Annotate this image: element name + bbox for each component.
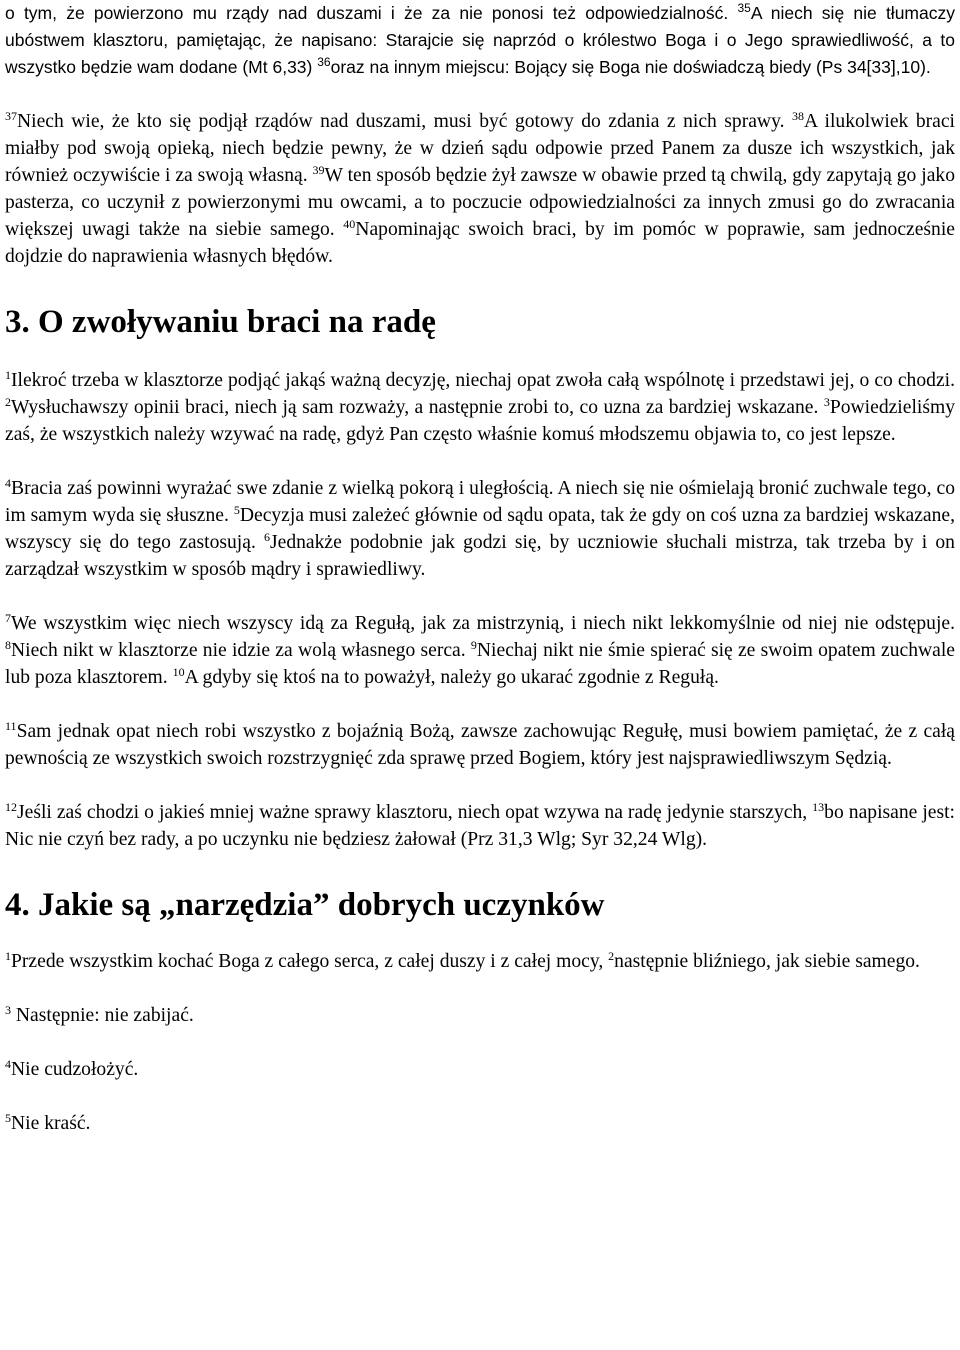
text-run: A ilukolwiek braci miałby pod swoją opieką, niech będzie pewny, że w dzień sądu odpowie przed Panem za dusze ich wszystkich, jak również oczywiście i za swoją własną. xyxy=(5,111,955,186)
verse-number: 11 xyxy=(5,719,17,733)
paragraph xyxy=(5,367,955,448)
text-run: Napominając swoich braci, by im pomóc w poprawie, sam jednocześnie dojdzie do naprawienia własnych błędów. xyxy=(5,219,955,267)
text-run: Nie cudzołożyć. xyxy=(11,1059,139,1080)
text-run: Jednakże podobnie jak godzi się, by uczniowie słuchali mistrza, tak trzeba by i on zarządzał wszystkim w sposób mądry i sprawiedliwy. xyxy=(5,532,955,580)
text-run: Przede wszystkim kochać Boga z całego serca, z całej duszy i z całej mocy, xyxy=(11,951,609,972)
verse-number: 6 xyxy=(264,530,270,544)
verse-number: 5 xyxy=(233,503,240,517)
text-run: A niech się nie tłumaczy ubóstwem klasztoru, pamiętając, że napisano: Starajcie się naprzód o królestwo Boga i o Jego sprawiedliwość, a to wszystko będzie wam dodane (Mt 6,33) xyxy=(5,3,955,77)
text-run: We wszystkim więc niech wszyscy idą za Regułą, jak za mistrzynią, i niech nikt lekkomyślnie od niej nie odstępuje. xyxy=(11,613,955,634)
verse-number: 1 xyxy=(5,368,11,382)
verse-number: 12 xyxy=(5,800,17,814)
verse-number: 2 xyxy=(5,395,11,409)
verse-number: 4 xyxy=(5,1057,11,1071)
text-run: Jeśli zaś chodzi o jakieś mniej ważne sprawy klasztoru, niech opat wzywa na radę jedynie starszych, xyxy=(17,802,813,823)
verse-number: 4 xyxy=(5,476,11,490)
paragraph xyxy=(5,0,955,81)
section-heading: 4. Jakie są „narzędzia” dobrych uczynków xyxy=(5,887,605,923)
text-run: Sam jednak opat niech robi wszystko z bojaźnią Bożą, zawsze zachowując Regułę, musi bowiem pamiętać, że z całą pewnością ze wszystkich swoich rozstrzygnięć zda sprawę przed Bogiem, który jest najsprawiedliwszym Sędzią. xyxy=(5,721,955,769)
verse-number: 8 xyxy=(5,638,11,652)
text-run: bo napisane jest: Nic nie czyń bez rady, a po uczynku nie będziesz żałował (Prz 31,3 Wlg; Syr 32,24 Wlg). xyxy=(5,802,956,850)
verse-number: 5 xyxy=(5,1111,11,1125)
verse-number: 37 xyxy=(5,109,17,123)
paragraph xyxy=(5,1110,955,1137)
verse-number: 13 xyxy=(812,800,825,814)
paragraph xyxy=(5,610,955,691)
verse-number: 40 xyxy=(343,217,356,231)
paragraph xyxy=(5,1056,955,1083)
verse-number: 9 xyxy=(470,638,477,652)
verse-number: 38 xyxy=(791,109,804,123)
text-run: A gdyby się ktoś na to poważył, należy go ukarać zgodnie z Regułą. xyxy=(184,667,719,688)
verse-number: 7 xyxy=(5,611,11,625)
text-run: Wysłuchawszy opinii braci, niech ją sam rozważy, a następnie zrobi to, co uzna za bardziej wskazane. xyxy=(11,397,824,418)
verse-number: 10 xyxy=(172,665,185,679)
verse-number: 36 xyxy=(317,55,331,69)
section-heading: 3. O zwoływaniu braci na radę xyxy=(5,304,436,340)
paragraph xyxy=(5,475,955,583)
verse-number: 2 xyxy=(608,949,615,963)
text-run: Decyzja musi zależeć głównie od sądu opata, tak że gdy on coś uzna za bardziej wskazane, wszyscy się do tego zastosują. xyxy=(5,505,955,553)
paragraph xyxy=(5,799,955,853)
text-run: Nie kraść. xyxy=(11,1113,91,1134)
paragraph xyxy=(5,1002,955,1029)
text-run: Bracia zaś powinni wyrażać swe zdanie z wielką pokorą i uległością. A niech się nie ośmielają bronić zuchwale tego, co im samym wyda się słuszne. xyxy=(5,478,955,526)
verse-number: 39 xyxy=(312,163,325,177)
verse-number: 3 xyxy=(5,1003,11,1017)
text-run: Powiedzieliśmy zaś, że wszystkich należy wzywać na radę, gdyż Pan często właśnie komuś młodszemu objawia to, co jest lepsze. xyxy=(5,397,955,445)
text-run: Niech nikt w klasztorze nie idzie za wolą własnego serca. xyxy=(11,640,471,661)
text-run: Niech wie, że kto się podjął rządów nad duszami, musi być gotowy do zdania z nich sprawy. xyxy=(17,111,792,132)
paragraph xyxy=(5,948,955,975)
document-page xyxy=(5,0,955,1137)
paragraph xyxy=(5,108,955,270)
paragraph xyxy=(5,718,955,772)
text-run: Ilekroć trzeba w klasztorze podjąć jakąś ważną decyzję, niechaj opat zwoła całą wspólnotę i przedstawi jej, o co chodzi. xyxy=(11,370,955,391)
text-run: W ten sposób będzie żył zawsze w obawie przed tą chwilą, gdy zapytają go jako pasterza, co uczynił z powierzonymi mu owcami, a to poczucie odpowiedzialności za innych zmusi go do zwracania większej uwagi także na siebie samego. xyxy=(5,165,955,240)
section-3-body xyxy=(5,367,955,853)
verse-number: 35 xyxy=(737,1,751,15)
text-run: następnie bliźniego, jak siebie samego. xyxy=(614,951,920,972)
text-run: oraz na innym miejscu: Bojący się Boga nie doświadczą biedy (Ps 34[33],10). xyxy=(330,57,931,77)
text-run: o tym, że powierzono mu rządy nad duszami i że za nie ponosi też odpowiedzialność. xyxy=(5,3,738,23)
intro-section xyxy=(5,0,955,270)
section-4-body xyxy=(5,948,955,1137)
verse-number: 3 xyxy=(823,395,830,409)
text-run: Niechaj nikt nie śmie spierać się ze swoim opatem zuchwale lub poza klasztorem. xyxy=(5,640,955,688)
text-run: Następnie: nie zabijać. xyxy=(11,1005,194,1026)
verse-number: 1 xyxy=(5,949,11,963)
